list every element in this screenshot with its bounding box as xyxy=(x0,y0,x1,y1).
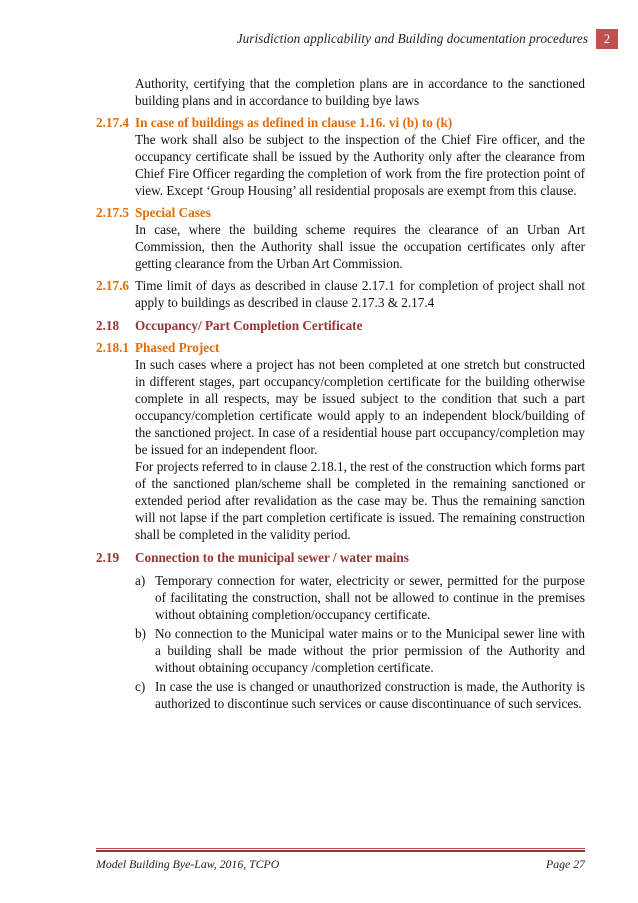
section-title: Phased Project xyxy=(135,340,220,355)
page-header xyxy=(237,29,618,49)
list-item-text: No connection to the Municipal water mains or to the Municipal sewer line with a building shall be made without the prior permission of the Authority and without obtaining occupancy /completion certificate. xyxy=(155,626,585,675)
section-2-17-4-heading xyxy=(96,114,585,131)
header-title: Jurisdiction applicability and Building documentation procedures xyxy=(236,31,588,46)
section-2-18-1-body xyxy=(96,356,585,543)
section-2-19-list xyxy=(96,572,585,712)
section-text: The work shall also be subject to the inspection of the Chief Fire officer, and the occupancy certificate shall be issued by the Authority only after the clearance from Chief Fire Officer regarding the completion of work from the fire protection point of view. Except ‘Group Housing’ all residential proposals are exempt from this clause. xyxy=(135,132,585,198)
intro-paragraph xyxy=(96,75,585,109)
section-number: 2.17.6 xyxy=(96,278,129,293)
section-title: Special Cases xyxy=(135,205,211,220)
section-2-17-4-body xyxy=(96,131,585,199)
footer-page-number: Page 27 xyxy=(546,857,585,871)
list-item xyxy=(135,678,585,712)
section-text: In case, where the building scheme requires the clearance of an Urban Art Commission, then the Authority shall issue the occupation certificates only after getting clearance from the Urban Art Commission. xyxy=(135,222,585,271)
intro-text: Authority, certifying that the completion plans are in accordance to the sanctioned building plans and in accordance to building bye laws xyxy=(135,76,585,108)
section-title: In case of buildings as defined in clause 1.16. vi (b) to (k) xyxy=(135,115,453,130)
section-number: 2.17.5 xyxy=(96,205,129,220)
page-footer xyxy=(96,848,585,872)
section-2-19-heading xyxy=(96,549,585,566)
section-title: Occupancy/ Part Completion Certificate xyxy=(135,318,363,333)
list-marker: c) xyxy=(135,679,146,694)
list-item-text: Temporary connection for water, electricity or sewer, permitted for the purpose of facilitating the construction, shall not be allowed to continue in the premises without obtaining completion/occupancy certificate. xyxy=(155,573,585,622)
page-body xyxy=(96,75,585,714)
section-paragraph-2: For projects referred to in clause 2.18.1, the rest of the construction which forms part of the sanctioned plan/scheme shall be completed in the remaining sanctioned or extended period after revalidation as the case may be. Thus the remaining sanction will not lapse if the part completion certificate is issued. The remaining construction shall be completed in the validity period. xyxy=(135,459,585,542)
section-title: Connection to the municipal sewer / water mains xyxy=(135,550,409,565)
section-number: 2.18 xyxy=(96,318,120,333)
section-paragraph-1: In such cases where a project has not been completed at one stretch but constructed in different stages, part occupancy/completion certificate for the building otherwise complete in all respects, may be issued subject to the condition that such a part occupancy/completion certificate would apply to an independent block/building of the sanctioned project. In case of a residential house part occupancy/completion may be issued for an independent floor. xyxy=(135,357,585,457)
chapter-number-badge: 2 xyxy=(596,29,618,49)
list-item-text: In case the use is changed or unauthorized construction is made, the Authority is authorized to discontinue such services or cause discontinuance of such services. xyxy=(155,679,585,711)
section-2-18-1-heading xyxy=(96,339,585,356)
footer-divider xyxy=(96,848,585,852)
section-number: 2.19 xyxy=(96,550,120,565)
list-item xyxy=(135,625,585,676)
section-number: 2.17.4 xyxy=(96,115,129,130)
footer-document-title: Model Building Bye-Law, 2016, TCPO xyxy=(96,857,280,871)
section-2-18-heading xyxy=(96,317,585,334)
list-item xyxy=(135,572,585,623)
list-marker: a) xyxy=(135,573,146,588)
section-2-17-5-heading xyxy=(96,204,585,221)
section-2-17-6 xyxy=(96,277,585,311)
section-text: Time limit of days as described in clause 2.17.1 for completion of project shall not apply to buildings as described in clause 2.17.3 & 2.17.4 xyxy=(135,278,585,310)
list-marker: b) xyxy=(135,626,146,641)
section-2-17-5-body xyxy=(96,221,585,272)
section-number: 2.18.1 xyxy=(96,340,129,355)
